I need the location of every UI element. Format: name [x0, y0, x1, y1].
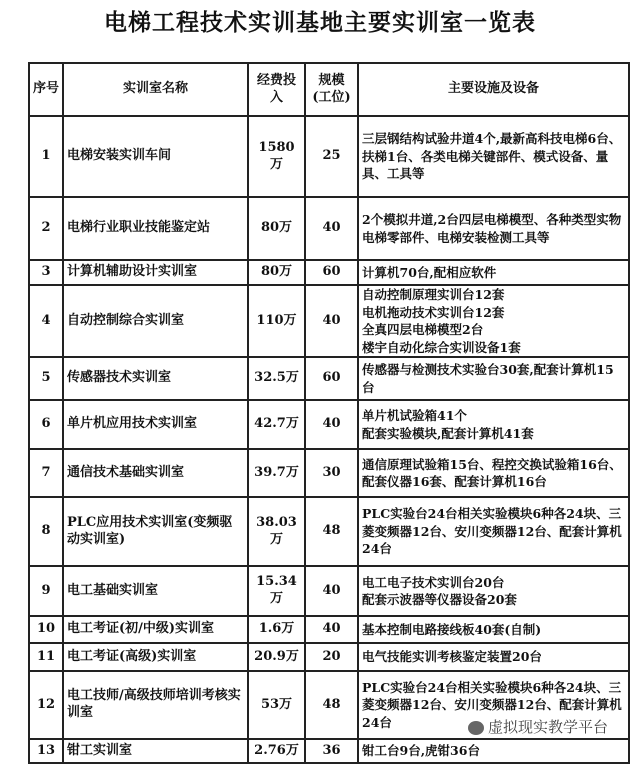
row-equipment: 电气技能实训考核鉴定装置20台	[358, 643, 629, 671]
row-name: 电工技师/高级技师培训考核实训室	[63, 671, 248, 739]
table-row	[29, 400, 629, 449]
row-name: 电梯行业职业技能鉴定站	[63, 197, 248, 260]
row-funding: 42.7万	[248, 400, 305, 449]
row-scale: 40	[305, 566, 358, 616]
row-scale: 60	[305, 357, 358, 400]
row-equipment: 电工电子技术实训台20台 配套示波器等仪器设备20套	[358, 566, 629, 616]
row-scale: 25	[305, 116, 358, 197]
row-no: 10	[29, 616, 63, 643]
wechat-icon	[468, 721, 484, 735]
training-rooms-table	[28, 62, 630, 764]
row-scale: 48	[305, 497, 358, 566]
row-funding: 39.7万	[248, 449, 305, 497]
row-equipment: 2个模拟井道,2台四层电梯模型、各种类型实物电梯零部件、电梯安装检测工具等	[358, 197, 629, 260]
row-no: 4	[29, 285, 63, 357]
row-no: 5	[29, 357, 63, 400]
row-scale: 48	[305, 671, 358, 739]
header-scale: 规模(工位)	[305, 63, 358, 116]
row-equipment: 钳工台9台,虎钳36台	[358, 739, 629, 763]
row-funding: 1580万	[248, 116, 305, 197]
row-equipment: PLC实验台24台相关实验模块6种各24块、三菱变频器12台、安川变频器12台、配套计算机24台	[358, 671, 629, 739]
header-equipment: 主要设施及设备	[358, 63, 629, 116]
table-row	[29, 116, 629, 197]
row-scale: 30	[305, 449, 358, 497]
table-row	[29, 566, 629, 616]
table-row	[29, 497, 629, 566]
table-row	[29, 285, 629, 357]
row-no: 7	[29, 449, 63, 497]
row-name: 计算机辅助设计实训室	[63, 260, 248, 285]
row-scale: 40	[305, 616, 358, 643]
row-equipment: 通信原理试验箱15台、程控交换试验箱16台、配套仪器16套、配套计算机16台	[358, 449, 629, 497]
watermark-text: 虚拟现实教学平台	[488, 718, 609, 736]
row-no: 6	[29, 400, 63, 449]
header-no: 序号	[29, 63, 63, 116]
row-no: 3	[29, 260, 63, 285]
table-row	[29, 739, 629, 763]
row-name: 单片机应用技术实训室	[63, 400, 248, 449]
header-name: 实训室名称	[63, 63, 248, 116]
row-scale: 20	[305, 643, 358, 671]
header-funding: 经费投入	[248, 63, 305, 116]
table-row	[29, 643, 629, 671]
row-equipment: 自动控制原理实训台12套 电机拖动技术实训台12套 全真四层电梯模型2台 楼宇自动化综合实训设备1套	[358, 285, 629, 357]
row-no: 2	[29, 197, 63, 260]
row-name: 电工考证(初/中级)实训室	[63, 616, 248, 643]
row-funding: 20.9万	[248, 643, 305, 671]
row-funding: 38.03万	[248, 497, 305, 566]
row-no: 13	[29, 739, 63, 763]
page-title: 电梯工程技术实训基地主要实训室一览表	[104, 10, 536, 36]
row-equipment: 单片机试验箱41个 配套实验模块,配套计算机41套	[358, 400, 629, 449]
row-no: 12	[29, 671, 63, 739]
table-row	[29, 197, 629, 260]
row-funding: 15.34万	[248, 566, 305, 616]
row-funding: 80万	[248, 197, 305, 260]
row-funding: 1.6万	[248, 616, 305, 643]
row-equipment: 计算机70台,配相应软件	[358, 260, 629, 285]
row-equipment: 三层钢结构试验井道4个,最新高科技电梯6台、扶梯1台、各类电梯关键部件、模式设备、量具、工具等	[358, 116, 629, 197]
row-name: 通信技术基础实训室	[63, 449, 248, 497]
row-scale: 40	[305, 285, 358, 357]
row-no: 11	[29, 643, 63, 671]
row-name: 电梯安装实训车间	[63, 116, 248, 197]
row-name: 电工基础实训室	[63, 566, 248, 616]
row-scale: 36	[305, 739, 358, 763]
row-name: PLC应用技术实训室(变频驱动实训室)	[63, 497, 248, 566]
table-row	[29, 357, 629, 400]
row-scale: 60	[305, 260, 358, 285]
row-funding: 2.76万	[248, 739, 305, 763]
row-name: 电工考证(高级)实训室	[63, 643, 248, 671]
table-row	[29, 260, 629, 285]
row-no: 1	[29, 116, 63, 197]
row-funding: 32.5万	[248, 357, 305, 400]
table-row	[29, 616, 629, 643]
row-name: 钳工实训室	[63, 739, 248, 763]
table-header-row	[29, 63, 629, 116]
watermark	[468, 716, 608, 737]
row-name: 自动控制综合实训室	[63, 285, 248, 357]
row-equipment: 传感器与检测技术实验台30套,配套计算机15台	[358, 357, 629, 400]
row-funding: 110万	[248, 285, 305, 357]
row-funding: 53万	[248, 671, 305, 739]
row-equipment: 基本控制电路接线板40套(自制)	[358, 616, 629, 643]
row-equipment: PLC实验台24台相关实验模块6种各24块、三菱变频器12台、安川变频器12台、配套计算机24台	[358, 497, 629, 566]
table-row	[29, 449, 629, 497]
row-scale: 40	[305, 197, 358, 260]
row-scale: 40	[305, 400, 358, 449]
row-no: 9	[29, 566, 63, 616]
row-no: 8	[29, 497, 63, 566]
row-funding: 80万	[248, 260, 305, 285]
row-name: 传感器技术实训室	[63, 357, 248, 400]
